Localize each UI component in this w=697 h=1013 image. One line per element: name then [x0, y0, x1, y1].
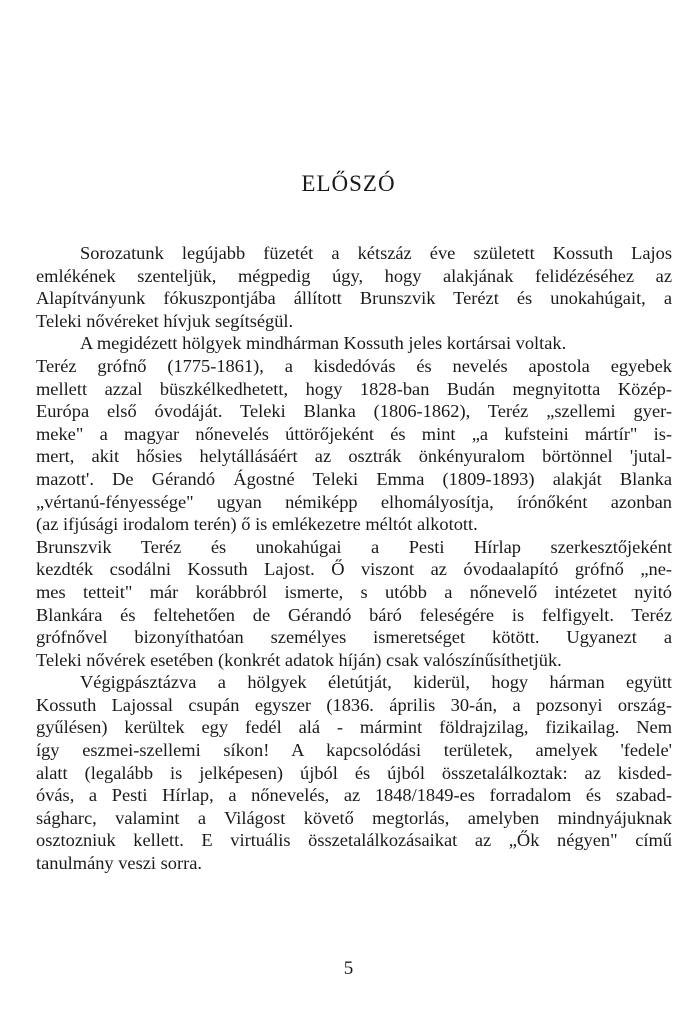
text-line: meke" a magyar nőnevelés úttörőjeként és mint „a kufsteini mártír" is-: [36, 423, 672, 444]
text-line: kezdték csodálni Kossuth Lajost. Ő viszont az óvodaalapító grófnő „ne-: [36, 559, 672, 580]
paragraph-1: [36, 242, 672, 332]
text-line: grófnővel bizonyíthatóan személyes ismeretséget kötött. Ugyanezt a: [36, 627, 672, 648]
text-line: „vértanú-fényessége" ugyan némiképp elhomályosítja, írónőként azonban: [36, 491, 672, 512]
text-line: Kossuth Lajossal csupán egyszer (1836. április 30-án, a pozsonyi ország-: [36, 694, 672, 715]
page-title: ELŐSZÓ: [301, 171, 396, 196]
paragraph-3: [36, 536, 672, 672]
text-line: Sorozatunk legújabb füzetét a kétszáz éve született Kossuth Lajos: [80, 243, 672, 263]
text-line: gyűlésen) kerültek egy fedél alá - mármint földrajzilag, fizikailag. Nem: [36, 717, 672, 738]
text-line: Európa első óvodáját. Teleki Blanka (1806-1862), Teréz „szellemi gyer-: [36, 401, 672, 422]
text-line: Brunszvik Teréz és unokahúgai a Pesti Hírlap szerkesztőjeként: [36, 536, 672, 557]
body-text: [36, 242, 672, 875]
text-line: Teleki nővérek esetében (konkrét adatok híján) csak valószínűsíthetjük.: [36, 649, 562, 670]
text-line: Blankára és feltehetően de Gérandó báró feleségére is felfigyelt. Teréz: [36, 604, 672, 625]
text-line: óvás, a Pesti Hírlap, a nőnevelés, az 1848/1849-es forradalom és szabad-: [36, 785, 672, 806]
text-line: így eszmei-szellemi síkon! A kapcsolódási területek, amelyek 'fedele': [36, 740, 672, 761]
text-line: (az ifjúsági irodalom terén) ő is emlékezetre méltót alkotott.: [36, 514, 478, 535]
text-line: Végigpásztázva a hölgyek életútját, kiderül, hogy hárman együtt: [80, 672, 672, 693]
text-line: Teréz grófnő (1775-1861), a kisdedóvás és nevelés apostola egyebek: [36, 355, 672, 376]
text-line: ságharc, valamint a Világost követő megtorlás, amelyben mindnyájuknak: [36, 807, 672, 828]
paragraph-2: [36, 332, 672, 535]
text-line: Alapítványunk fókuszpontjába állított Brunszvik Terézt és unokahúgait, a: [36, 288, 672, 309]
text-line: emlékének szenteljük, mégpedig úgy, hogy alakjának felidézéséhez az: [36, 265, 672, 286]
paragraph-4: [36, 671, 672, 874]
page-number: 5: [343, 958, 354, 979]
text-line: tanulmány veszi sorra.: [36, 853, 202, 874]
text-line: osztozniuk kellett. E virtuális összetalálkozásaikat az „Ők négyen" című: [36, 830, 672, 851]
text-line: Teleki nővéreket hívjuk segítségül.: [36, 310, 294, 331]
text-line: mes tetteit" már korábbról ismerte, s utóbb a nőnevelő intézetet nyitó: [36, 581, 672, 602]
text-line: mert, akit hősies helytállásáért az osztrák önkényuralom börtönnel 'jutal-: [36, 446, 672, 467]
text-line: A megidézett hölgyek mindhárman Kossuth jeles kortársai voltak.: [80, 333, 567, 354]
text-line: alatt (legalább is jelképesen) újból és újból összetalálkoztak: az kisded-: [36, 762, 672, 783]
text-line: mellett azzal büszkélkedhetett, hogy 1828-ban Budán megnyitotta Közép-: [36, 378, 672, 399]
text-line: mazott'. De Gérandó Ágostné Teleki Emma (1809-1893) alakját Blanka: [36, 468, 672, 489]
